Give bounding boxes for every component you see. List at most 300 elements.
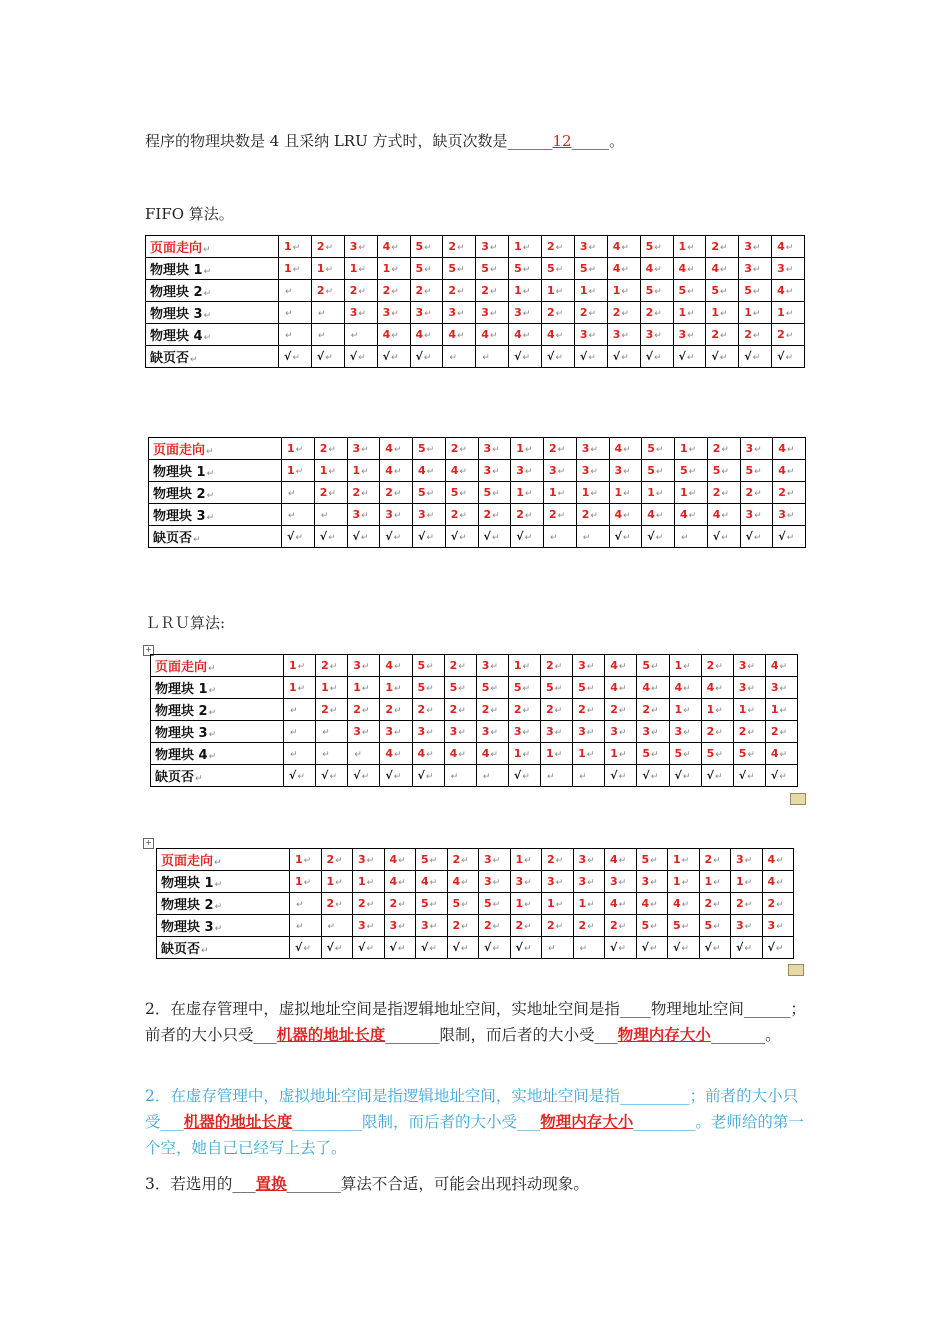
frame-cell [542, 280, 575, 302]
frame-cell [344, 280, 377, 302]
frame-cell [706, 258, 739, 280]
return-mark: ↵ [522, 331, 531, 341]
fault-cell [544, 526, 577, 548]
frame-cell [605, 743, 637, 765]
frame-cell [541, 699, 573, 721]
cell-value: 2 [389, 897, 398, 910]
table-row [151, 699, 798, 721]
frame-cell [380, 721, 412, 743]
cell-value: 5 [674, 747, 683, 760]
cell-value: 3 [578, 875, 587, 888]
frame-cell [447, 849, 479, 871]
q2-answer-1: 机器的地址长度 [276, 1025, 386, 1044]
return-mark: ↵ [555, 353, 563, 363]
return-mark: ↵ [712, 944, 721, 954]
return-mark: ↵ [587, 922, 595, 932]
lru-heading: ＬＲＵ算法: [145, 614, 226, 632]
return-mark: ↵ [655, 445, 664, 455]
return-mark: ↵ [622, 533, 631, 543]
return-mark: ↵ [586, 684, 595, 694]
frame-cell [444, 699, 476, 721]
frame-cell [444, 677, 476, 699]
return-mark: ↵ [458, 706, 466, 716]
return-mark: ↵ [322, 728, 330, 738]
frame-cell [733, 677, 765, 699]
return-mark: ↵ [329, 684, 338, 694]
cell-value: 2 [712, 486, 721, 499]
cell-value: 1 [352, 464, 361, 477]
table-move-handle-2[interactable]: + [143, 838, 154, 849]
cell-value: 1 [549, 486, 557, 499]
return-mark: ↵ [753, 533, 762, 543]
cell-value: 2 [547, 306, 555, 319]
frame-cell [544, 460, 577, 482]
frame-cell [384, 893, 416, 915]
return-mark: ↵ [208, 664, 216, 674]
return-mark: ↵ [426, 750, 434, 760]
return-mark: ↵ [776, 856, 784, 866]
return-mark: ↵ [522, 243, 531, 253]
return-mark: ↵ [358, 243, 366, 253]
return-mark: ↵ [492, 467, 500, 477]
return-mark: ↵ [201, 946, 209, 956]
cell-value: √ [647, 530, 655, 543]
frame-cell [707, 438, 740, 460]
table-row [151, 765, 798, 787]
cell-value: 5 [481, 262, 489, 275]
return-mark: ↵ [325, 353, 333, 363]
return-mark: ↵ [492, 445, 500, 455]
frame-cell [412, 655, 444, 677]
return-mark: ↵ [747, 684, 755, 694]
frame-cell [574, 324, 607, 346]
frame-cell [605, 871, 637, 893]
return-mark: ↵ [655, 467, 664, 477]
cell-value: 1 [287, 442, 295, 455]
return-mark: ↵ [621, 287, 629, 297]
frame-cell [384, 871, 416, 893]
cell-value: 1 [647, 486, 655, 499]
frame-cell [284, 655, 316, 677]
frame-cell [731, 915, 763, 937]
cell-value: 2 [578, 703, 586, 716]
return-mark: ↵ [754, 511, 762, 521]
return-mark: ↵ [590, 511, 598, 521]
cell-value: 2 [353, 703, 361, 716]
return-mark: ↵ [522, 684, 531, 694]
return-mark: ↵ [687, 265, 695, 275]
cell-value: √ [744, 350, 752, 363]
fault-cell [445, 526, 478, 548]
return-mark: ↵ [720, 265, 728, 275]
row-label [146, 236, 279, 258]
frame-cell [731, 871, 763, 893]
cell-value: 5 [513, 681, 522, 694]
cell-value: √ [389, 941, 397, 954]
return-mark: ↵ [490, 662, 498, 672]
fault-cell [701, 765, 733, 787]
cell-value: 1 [382, 262, 391, 275]
q2b-blank-5: ________ [633, 1113, 696, 1131]
cell-value: 3 [349, 240, 358, 253]
return-mark: ↵ [303, 944, 311, 954]
cell-value: 3 [483, 442, 492, 455]
fault-cell [353, 937, 385, 959]
cell-value: √ [513, 769, 522, 782]
fault-cell [707, 526, 740, 548]
cell-value: 2 [382, 284, 391, 297]
cell-value: 5 [641, 919, 650, 932]
return-mark: ↵ [654, 265, 662, 275]
row-label [149, 526, 282, 548]
fault-cell [733, 765, 765, 787]
frame-cell [445, 482, 478, 504]
cell-value: 2 [547, 919, 555, 932]
return-mark: ↵ [208, 708, 217, 718]
return-mark: ↵ [423, 353, 432, 363]
cell-value: 5 [647, 464, 655, 477]
return-mark: ↵ [681, 900, 690, 910]
cell-value: 1 [321, 681, 329, 694]
frame-cell [573, 915, 605, 937]
fault-cell [699, 937, 731, 959]
return-mark: ↵ [524, 922, 532, 932]
row-label [157, 849, 290, 871]
fault-cell [384, 937, 416, 959]
frame-cell [699, 871, 731, 893]
frame-cell [669, 699, 701, 721]
cell-value: 1 [578, 897, 587, 910]
return-mark: ↵ [621, 331, 629, 341]
q2-blank-4: _______ [385, 1026, 440, 1044]
frame-cell [739, 324, 772, 346]
fault-cell [739, 346, 772, 368]
cell-value: 1 [358, 875, 366, 888]
paste-options-icon-2[interactable] [788, 964, 804, 976]
frame-cell [510, 893, 542, 915]
cell-value: 2 [316, 284, 325, 297]
return-mark: ↵ [547, 772, 555, 782]
q2b-blank-4: ___ [517, 1113, 541, 1131]
fault-cell [636, 937, 668, 959]
return-mark: ↵ [650, 900, 658, 910]
return-mark: ↵ [651, 662, 659, 672]
cell-value: √ [641, 941, 649, 954]
frame-cell [706, 324, 739, 346]
return-mark: ↵ [720, 309, 728, 319]
row-label-text: 物理块 4 [150, 329, 203, 344]
frame-cell [478, 504, 511, 526]
table-row [151, 743, 798, 765]
cell-value: 4 [610, 897, 618, 910]
return-mark: ↵ [208, 752, 217, 762]
frame-cell [282, 504, 315, 526]
row-label-text: 页面走向 [150, 241, 203, 256]
frame-cell [347, 438, 380, 460]
row-label-text: 物理块 2 [150, 285, 203, 300]
return-mark: ↵ [429, 900, 438, 910]
return-mark: ↵ [360, 533, 369, 543]
frame-cell [739, 258, 772, 280]
return-mark: ↵ [325, 287, 334, 297]
fault-cell [573, 765, 605, 787]
cell-value: √ [287, 530, 295, 543]
return-mark: ↵ [687, 243, 695, 253]
frame-cell [701, 699, 733, 721]
frame-cell [640, 324, 673, 346]
return-mark: ↵ [190, 355, 198, 365]
return-mark: ↵ [424, 265, 432, 275]
row-label-text: 页面走向 [161, 854, 214, 869]
return-mark: ↵ [618, 944, 626, 954]
frame-cell [476, 258, 509, 280]
cell-value: 4 [645, 262, 654, 275]
cell-value: 2 [319, 442, 328, 455]
cell-value: 2 [484, 919, 492, 932]
intro-answer: 12 [552, 132, 572, 150]
cell-value: 5 [546, 681, 554, 694]
cell-value: 3 [484, 853, 492, 866]
cell-value: 2 [352, 486, 361, 499]
paste-options-icon[interactable] [790, 793, 806, 805]
cell-value: √ [382, 350, 390, 363]
return-mark: ↵ [350, 331, 359, 341]
cell-value: √ [516, 530, 524, 543]
return-mark: ↵ [650, 856, 658, 866]
cell-value: 2 [321, 703, 329, 716]
cell-value: 3 [744, 262, 752, 275]
cell-value: 4 [711, 262, 720, 275]
cell-value: 5 [642, 659, 651, 672]
frame-cell [605, 893, 637, 915]
cell-value: 2 [515, 919, 524, 932]
row-label-text: 缺页否 [155, 770, 195, 785]
return-mark: ↵ [779, 706, 788, 716]
row-label [149, 504, 282, 526]
cell-value: 4 [673, 897, 681, 910]
frame-cell [574, 280, 607, 302]
cell-value: 2 [547, 240, 555, 253]
frame-cell [509, 236, 542, 258]
cell-value: 1 [612, 284, 621, 297]
return-mark: ↵ [683, 706, 691, 716]
cell-value: 5 [745, 464, 754, 477]
fault-cell [347, 526, 380, 548]
fault-cell [762, 937, 794, 959]
frame-cell [640, 258, 673, 280]
return-mark: ↵ [683, 750, 691, 760]
frame-cell [740, 460, 773, 482]
cell-value: 3 [352, 442, 361, 455]
return-mark: ↵ [328, 467, 336, 477]
frame-cell [282, 460, 315, 482]
frame-cell [542, 849, 574, 871]
cell-value: 3 [385, 725, 394, 738]
frame-cell [731, 849, 763, 871]
frame-cell [443, 280, 476, 302]
frame-cell [605, 721, 637, 743]
return-mark: ↵ [654, 243, 662, 253]
cell-value: 3 [738, 681, 747, 694]
q2-text-4: 限制，而后者的大小受 [439, 1026, 595, 1044]
frame-cell [636, 849, 668, 871]
return-mark: ↵ [429, 944, 437, 954]
cell-value: 3 [417, 725, 426, 738]
return-mark: ↵ [744, 878, 753, 888]
frame-cell [344, 302, 377, 324]
frame-cell [509, 258, 542, 280]
return-mark: ↵ [303, 878, 312, 888]
frame-cell [675, 482, 708, 504]
fault-cell [290, 937, 322, 959]
frame-cell [282, 482, 315, 504]
return-mark: ↵ [618, 662, 627, 672]
frame-cell [508, 743, 540, 765]
table-row [146, 236, 805, 258]
cell-value: 1 [673, 875, 681, 888]
return-mark: ↵ [492, 489, 500, 499]
frame-cell [476, 699, 508, 721]
fault-cell [542, 937, 574, 959]
frame-cell [353, 915, 385, 937]
return-mark: ↵ [744, 900, 753, 910]
cell-value: 5 [514, 262, 522, 275]
cell-value: 4 [610, 853, 618, 866]
cell-value: 3 [514, 306, 522, 319]
return-mark: ↵ [426, 533, 434, 543]
return-mark: ↵ [555, 243, 564, 253]
cell-value: √ [745, 530, 753, 543]
return-mark: ↵ [588, 353, 596, 363]
cell-value: √ [289, 769, 297, 782]
return-mark: ↵ [457, 287, 465, 297]
return-mark: ↵ [786, 489, 795, 499]
return-mark: ↵ [681, 878, 690, 888]
return-mark: ↵ [489, 265, 498, 275]
frame-cell [765, 721, 797, 743]
cell-value: 3 [745, 442, 754, 455]
cell-value: 2 [483, 508, 492, 521]
cell-value: 4 [514, 328, 522, 341]
frame-cell [573, 871, 605, 893]
intro-line [145, 130, 624, 151]
return-mark: ↵ [554, 684, 563, 694]
frame-cell [640, 302, 673, 324]
return-mark: ↵ [548, 944, 556, 954]
return-mark: ↵ [426, 489, 435, 499]
frame-cell [740, 438, 773, 460]
frame-cell [609, 438, 642, 460]
frame-cell [321, 893, 353, 915]
frame-cell [605, 915, 637, 937]
return-mark: ↵ [557, 511, 566, 521]
cell-value: 1 [770, 703, 779, 716]
frame-cell [765, 677, 797, 699]
return-mark: ↵ [715, 750, 723, 760]
return-mark: ↵ [492, 856, 501, 866]
table-row [146, 258, 805, 280]
return-mark: ↵ [715, 706, 723, 716]
cell-value: 3 [778, 508, 786, 521]
frame-cell [640, 236, 673, 258]
cell-value: √ [777, 350, 785, 363]
cell-value: 2 [704, 897, 713, 910]
frame-cell [476, 743, 508, 765]
row-label [157, 871, 290, 893]
cell-value: 2 [546, 659, 554, 672]
frame-cell [380, 677, 412, 699]
frame-cell [542, 258, 575, 280]
cell-value: 2 [450, 442, 459, 455]
row-label [151, 655, 284, 677]
cell-value: 3 [418, 508, 426, 521]
cell-value: 4 [612, 262, 621, 275]
cell-value: 3 [614, 464, 623, 477]
cell-value: √ [349, 350, 358, 363]
return-mark: ↵ [317, 331, 326, 341]
return-mark: ↵ [394, 706, 402, 716]
return-mark: ↵ [721, 511, 729, 521]
return-mark: ↵ [588, 265, 597, 275]
row-label [151, 743, 284, 765]
return-mark: ↵ [292, 265, 301, 275]
frame-cell [675, 438, 708, 460]
frame-cell [412, 721, 444, 743]
return-mark: ↵ [426, 467, 435, 477]
return-mark: ↵ [492, 511, 500, 521]
frame-cell [347, 504, 380, 526]
frame-cell [412, 699, 444, 721]
q3-blank-1: ___ [232, 1175, 256, 1193]
frame-cell [380, 743, 412, 765]
cell-value: 2 [358, 897, 366, 910]
frame-cell [284, 699, 316, 721]
cell-value: 4 [382, 328, 391, 341]
frame-cell [762, 871, 794, 893]
frame-cell [284, 721, 316, 743]
cell-value: 5 [579, 262, 588, 275]
fault-cell [314, 526, 347, 548]
cell-value: 3 [382, 306, 391, 319]
return-mark: ↵ [203, 245, 211, 255]
frame-cell [573, 743, 605, 765]
return-mark: ↵ [394, 662, 402, 672]
frame-cell [675, 460, 708, 482]
return-mark: ↵ [295, 533, 303, 543]
frame-cell [762, 915, 794, 937]
frame-cell [445, 504, 478, 526]
frame-cell [321, 915, 353, 937]
return-mark: ↵ [489, 309, 498, 319]
cell-value: 4 [680, 508, 688, 521]
return-mark: ↵ [524, 533, 533, 543]
table-row [149, 504, 806, 526]
row-label [146, 302, 279, 324]
return-mark: ↵ [393, 533, 402, 543]
q2b-blank-1: _________ [619, 1087, 690, 1105]
return-mark: ↵ [325, 243, 334, 253]
cell-value: √ [770, 769, 779, 782]
return-mark: ↵ [747, 662, 755, 672]
cell-value: √ [452, 941, 460, 954]
frame-cell [447, 915, 479, 937]
fifo-heading: FIFO 算法。 [145, 205, 234, 223]
table-move-handle[interactable]: + [143, 645, 154, 656]
frame-cell [348, 699, 380, 721]
fault-cell [675, 526, 708, 548]
fault-cell [605, 765, 637, 787]
cell-value: 2 [744, 328, 752, 341]
